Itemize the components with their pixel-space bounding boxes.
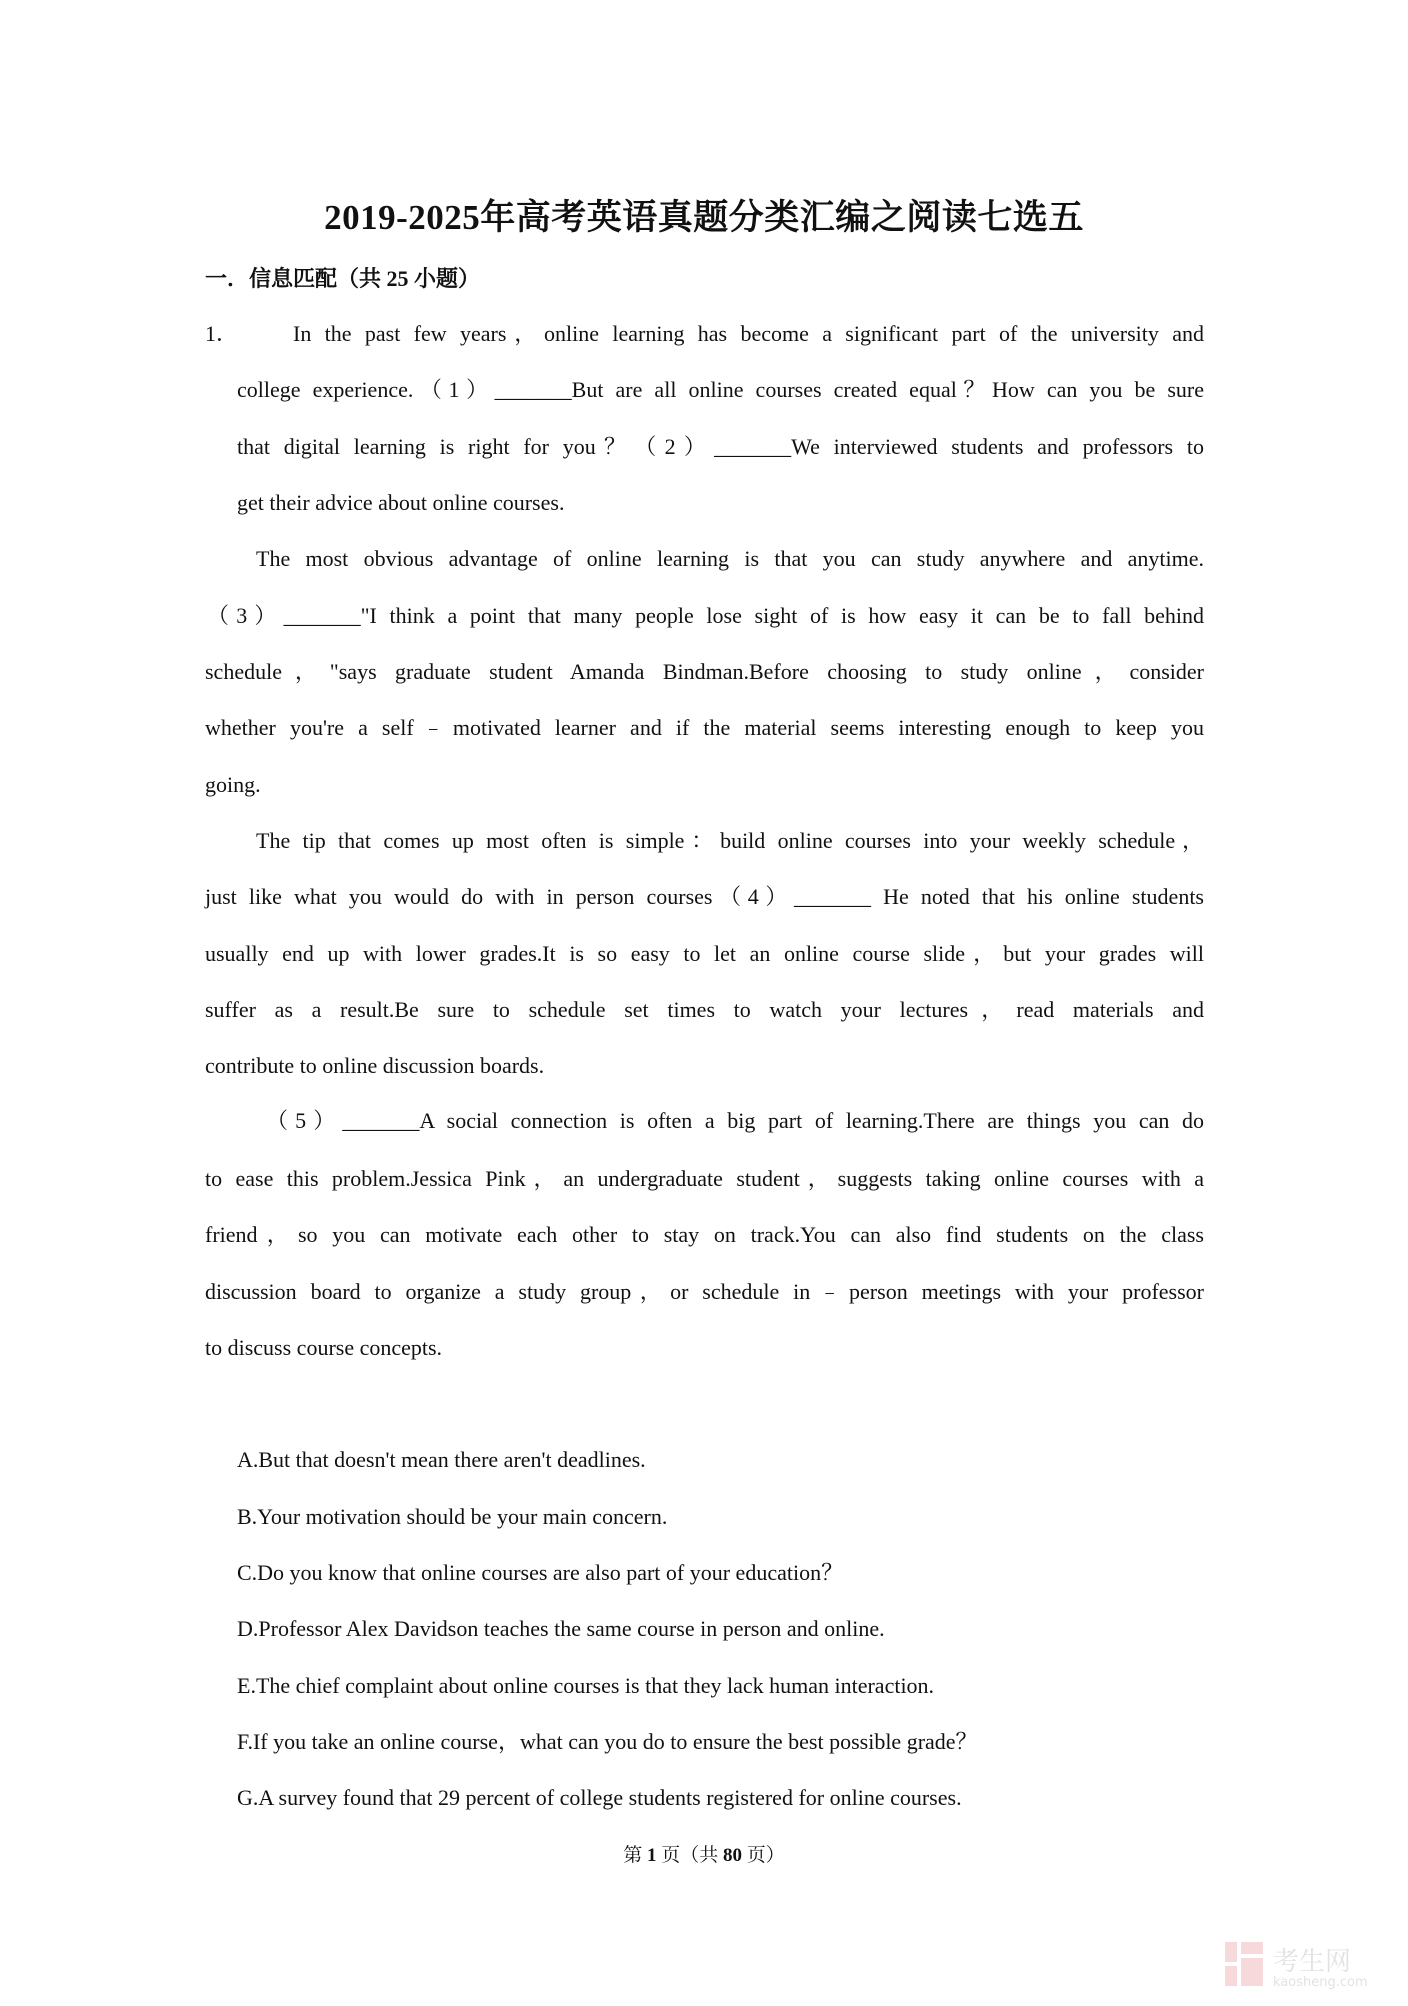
passage-line: just like what you would do with in person courses（4）_______ He noted that his online students (205, 884, 1204, 909)
watermark-logo (1225, 1940, 1395, 1990)
passage-line: usually end up with lower grades.It is so easy to let an online course slide，but your grades will (205, 941, 1204, 966)
option-g: G.A survey found that 29 percent of college students registered for online courses. (237, 1785, 962, 1810)
svg-text:kaosheng.com: kaosheng.com (1273, 1975, 1368, 1990)
current-page: 1 (646, 1845, 657, 1866)
passage-line: suffer as a result.Be sure to schedule set times to watch your lectures，read materials and (205, 997, 1204, 1022)
kaosheng-logo-icon (1225, 1940, 1395, 1990)
passage-line: （3）_______"I think a point that many people lose sight of is how easy it can be to fall behind (207, 603, 1204, 628)
svg-text:考生网: 考生网 (1273, 1947, 1352, 1977)
passage-line: The tip that comes up most often is simple：build online courses into your weekly schedule， (256, 828, 1204, 853)
passage-line: （5）_______A social connection is often a big part of learning.There are things you can do (266, 1108, 1204, 1133)
option-b: B.Your motivation should be your main concern. (237, 1504, 668, 1529)
footer-text: 页） (742, 1845, 785, 1866)
passage-line: college experience.（1）_______But are all online courses created equal？How can you be sure (237, 377, 1204, 402)
total-pages: 80 (723, 1845, 742, 1866)
footer-text: 页（共 (656, 1845, 723, 1866)
passage-line: whether you're a self﹣motivated learner and if the material seems interesting enough to keep you (205, 715, 1204, 740)
passage-line: going. (205, 772, 261, 797)
passage-line: get their advice about online courses. (237, 490, 565, 515)
document-title: 2019-2025年高考英语真题分类汇编之阅读七选五 (324, 198, 1084, 237)
passage-line: that digital learning is right for you？（2）_______We interviewed students and professors to (237, 434, 1204, 459)
option-e: E.The chief complaint about online courses is that they lack human interaction. (237, 1673, 935, 1698)
passage-line: contribute to online discussion boards. (205, 1053, 545, 1078)
passage-line: In the past few years，online learning has become a significant part of the university and (293, 321, 1204, 346)
passage-line: schedule，"says graduate student Amanda Bindman.Before choosing to study online，consider (205, 659, 1204, 684)
section-heading: 一．信息匹配（共 25 小题） (205, 266, 481, 291)
option-f: F.If you take an online course，what can you do to ensure the best possible grade？ (237, 1729, 978, 1754)
passage-line: to discuss course concepts. (205, 1335, 443, 1360)
option-d: D.Professor Alex Davidson teaches the same course in person and online. (237, 1616, 885, 1641)
passage-line: to ease this problem.Jessica Pink，an undergraduate student，suggests taking online courses with a (205, 1166, 1204, 1191)
passage-line: The most obvious advantage of online learning is that you can study anywhere and anytime. (256, 546, 1204, 571)
page-footer (0, 1840, 1408, 1867)
passage-line: discussion board to organize a study group，or schedule in﹣person meetings with your professor (205, 1279, 1204, 1304)
question-number: 1． (205, 321, 239, 346)
passage-line: friend，so you can motivate each other to stay on track.You can also find students on the class (205, 1222, 1204, 1247)
footer-text: 第 (623, 1845, 647, 1866)
option-c: C.Do you know that online courses are also part of your education？ (237, 1560, 844, 1585)
option-a: A.But that doesn't mean there aren't deadlines. (237, 1447, 646, 1472)
